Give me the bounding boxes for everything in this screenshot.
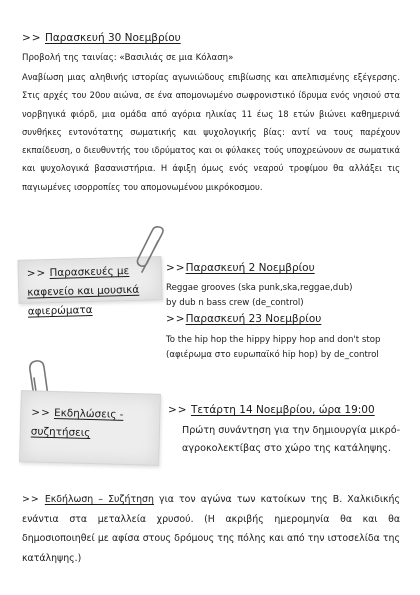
discussion-text: για τον αγώνα των κατοίκων της Β. Χαλκιδικής ενάντια στα μεταλλεία χρυσού. (Η ακριβής ημερομηνία θα και θα δημοσιοποιηθεί με αφίσα στους δρόμους της πόλης και από την ιστοσελίδα της κατάληψης.) <box>22 494 400 564</box>
arrow-marker: >> <box>26 267 47 280</box>
friday-event-2-date <box>166 313 321 325</box>
arrow-marker: >> <box>22 32 42 44</box>
discussion-paragraph <box>22 490 400 568</box>
discussion-label: Εκδήλωση – Συζήτηση <box>44 494 154 505</box>
events-note-card <box>19 390 161 466</box>
event-date-text: Παρασκευή 23 Νοεμβρίου <box>185 313 322 325</box>
screening-title: Προβολή της ταινίας: «Βασιλιάς σε μια Κόλαση» <box>22 53 234 63</box>
event-date-text: Παρασκευή 2 Νοεμβρίου <box>185 262 315 274</box>
fridays-note-line1: Παρασκευές με <box>49 264 130 280</box>
screening-date: Παρασκευή 30 Νοεμβρίου <box>44 32 181 44</box>
friday-event-1-line2: by dub n bass crew (de_control) <box>166 298 304 308</box>
wednesday-event-line1: Πρώτη συνάντηση για την δημιουργία μικρό- <box>182 425 401 436</box>
events-note-line2: συζητήσεις <box>30 425 91 440</box>
wednesday-event-date <box>168 404 375 416</box>
fridays-note-text <box>27 262 140 322</box>
friday-event-2-line2: (αφιέρωμα στο ευρωπαϊκό hip hop) by de_control <box>166 350 379 360</box>
arrow-marker: >> <box>22 494 40 505</box>
fridays-note-line3: αφιερώματα <box>27 303 93 318</box>
paperclip-icon <box>134 226 170 276</box>
arrow-marker: >> <box>31 406 51 419</box>
wednesday-event-line2: αγροκολεκτίβας στο χώρο της κατάληψης. <box>182 443 391 454</box>
arrow-marker: >> <box>166 313 186 325</box>
event-date-text: Τετάρτη 14 Νοεμβρίου, ώρα 19:00 <box>190 404 375 416</box>
arrow-marker: >> <box>166 262 186 274</box>
events-note-text <box>31 403 124 443</box>
screening-description-text: Αναβίωση μιας αληθινής ιστορίας αγωνιώδους επιβίωσης και απελπισμένης εξέγερσης. Στις αρχές του 20ου αιώνα, σε ένα απομονωμένο σωφρονιστικό ίδρυμα ενός νησιού στα νορβηγικά φιόρδ, μια ομάδα από αγόρια ηλικίας 11 έως 18 ετών βιώνει καθημερινά συνθήκες εντονότατης σωματικής και ψυχολογικής βίας: αντί να τους παρέχουν εκπαίδευση, ο διευθυντής του ιδρύματος και οι φύλακες τούς υποχρεώνουν σε σωματικά και ψυχολογικά βασανιστήρια. Η άφιξη όμως ενός νεαρού τροφίμου θα αλλάξει τις παγιωμένες ισορροπίες του απομονωμένου μικρόκοσμου. <box>22 72 400 192</box>
fridays-note-line2: καφενείο και μουσικά <box>27 283 140 299</box>
friday-event-1-date <box>166 262 315 274</box>
friday-event-2-line1: To the hip hop the hippy hippy hop and don't stop <box>166 335 381 345</box>
events-note-line1: Εκδηλώσεις - <box>53 407 124 421</box>
screening-description <box>22 68 400 196</box>
screening-heading <box>22 32 181 44</box>
friday-event-1-line1: Reggae grooves (ska punk,ska,reggae,dub) <box>166 283 353 293</box>
arrow-marker: >> <box>168 404 188 416</box>
